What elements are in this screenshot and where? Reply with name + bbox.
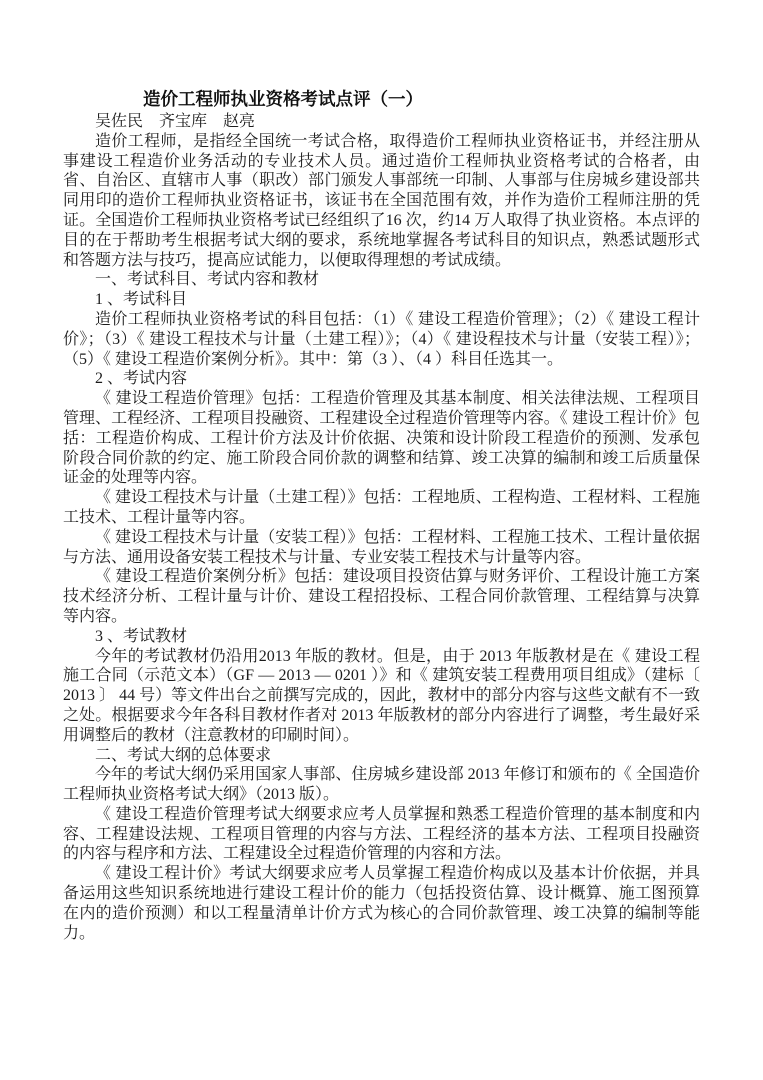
authors-line: 吴佐民 齐宝库 赵亮 <box>95 113 256 130</box>
subheading-exam-content: 2 、考试内容 <box>95 370 188 388</box>
paragraph-content-installation-engineering: 《 建设工程技术与计量（安装工程）》包括：工程材料、工程施工技术、工程计量依据与方法、通用设备安装工程技术与计量、专业安装工程技术与计量等内容。 <box>63 528 700 566</box>
paragraph-content-management-pricing: 《 建设工程造价管理》包括：工程造价管理及其基本制度、相关法律法规、工程项目管理、工程经济、工程项目投融资、工程建设全过程造价管理等内容。《 建设工程计价》包括：工程造价构成、工程计价方法及计价依据、决策和设计阶段工程造价的预测、发承包阶段合同价款的约定、施工阶段合同价款的调整和结算、竣工决算的编制和竣工后质量保证金的处理等内容。 <box>63 390 700 487</box>
document-content <box>63 89 700 943</box>
subheading-exam-subjects: 1 、考试科目 <box>95 291 188 309</box>
paragraph-content-case-analysis: 《 建设工程造价案例分析》包括：建设项目投资估算与财务评价、工程设计施工方案技术经济分析、工程计量与计价、建设工程招投标、工程合同价款管理、工程结算与决算等内容。 <box>63 568 700 625</box>
paragraph-syllabus-source: 今年的考试大纲仍采用国家人事部、住房城乡建设部 2013 年修订和颁布的《 全国造价工程师执业资格考试大纲》（2013 版）。 <box>63 766 700 804</box>
paragraph-syllabus-management: 《 建设工程造价管理考试大纲要求应考人员掌握和熟悉工程造价管理的基本制度和内容、工程建设法规、工程项目管理的内容与方法、工程经济的基本方法、工程项目投融资的内容与程序和方法、工程建设全过程造价管理的内容和方法。 <box>63 805 700 863</box>
paragraph-textbooks: 今年的考试教材仍沿用2013 年版的教材。但是，由于 2013 年版教材是在《 建设工程施工合同（示范文本）（GF — 2013 — 0201 ）》和《 建筑安装工程费用项目组成》（建标〔 2013 〕 44 号）等文件出台之前撰写完成的，因此，教材中的部分内容与这些文献有不一致之处。根据要求今年各科目教材作者对 2013 年版教材的部分内容进行了调整，考生最好采用调整后的教材（注意教材的印刷时间）。 <box>63 647 700 744</box>
section-heading-exam-subjects-content-materials: 一、考试科目、考试内容和教材 <box>95 271 320 289</box>
paragraph-content-civil-engineering: 《 建设工程技术与计量（土建工程）》包括：工程地质、工程构造、工程材料、工程施工技术、工程计量等内容。 <box>63 489 700 526</box>
paragraph-exam-subjects: 造价工程师执业资格考试的科目包括：（1）《 建设工程造价管理》；（2）《 建设工程计价》；（3）《 建设工程技术与计量（土建工程）》；（4）《 建设程技术与计量（安装工程）》；（5）《 建设工程造价案例分析》。其中：第（3 ）、（4 ）科目任选其一。 <box>63 310 700 368</box>
paragraph-syllabus-pricing: 《 建设工程计价》考试大纲要求应考人员掌握工程造价构成以及基本计价依据，并具备运用这些知识系统地进行建设工程计价的能力（包括投资估算、设计概算、施工图预算在内的造价预测）和以工程量清单计价方式为核心的合同价款管理、竣工决算的编制等能力。 <box>63 865 700 942</box>
subheading-exam-textbooks: 3 、考试教材 <box>95 627 188 645</box>
document-title: 造价工程师执业资格考试点评（一） <box>143 89 423 109</box>
section-heading-syllabus-requirements: 二、考试大纲的总体要求 <box>95 746 272 764</box>
paragraph-intro: 造价工程师，是指经全国统一考试合格，取得造价工程师执业资格证书，并经注册从事建设工程造价业务活动的专业技术人员。通过造价工程师执业资格考试的合格者，由省、自治区、直辖市人事（职改）部门颁发人事部统一印制、人事部与住房城乡建设部共同用印的造价工程师执业资格证书，该证书在全国范围有效，并作为造价工程师注册的凭证。全国造价工程师执业资格考试已经组织了16 次，约14 万人取得了执业资格。本点评的目的在于帮助考生根据考试大纲的要求，系统地掌握各考试科目的知识点，熟悉试题形式和答题方法与技巧，提高应试能力，以便取得理想的考试成绩。 <box>63 132 700 269</box>
